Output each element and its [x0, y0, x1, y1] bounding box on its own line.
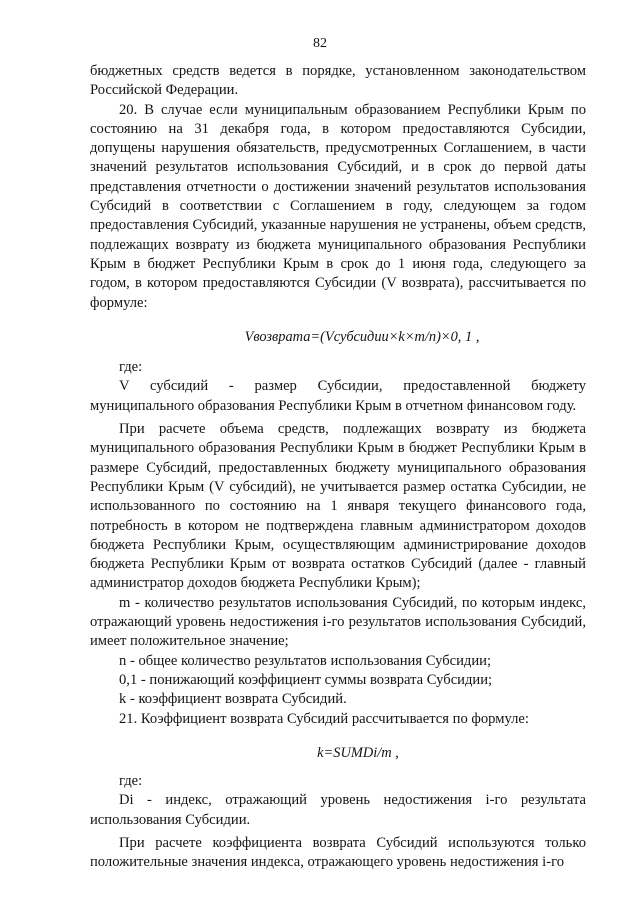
document-body: [90, 62, 586, 873]
definition-n: n - общее количество результатов использования Субсидии;: [119, 652, 492, 669]
formula-refund-trailing: ,: [475, 328, 480, 345]
where-label-1: где:: [119, 359, 143, 376]
paragraph-21: 21. Коэффициент возврата Субсидий рассчитывается по формуле:: [119, 710, 529, 727]
formula-refund-expression: Vвозврата=(Vсубсидии×k×m/n)×0, 1: [244, 328, 473, 345]
paragraph-coefficient-note: При расчете коэффициента возврата Субсидий используются только положительные значения индекса, отражающего уровень недостижения i-го: [90, 834, 586, 871]
formula-refund-coefficient: [130, 744, 586, 763]
formula-coefficient-trailing: ,: [395, 744, 399, 761]
formula-coefficient-expression: k=SUMDi/m: [317, 744, 392, 761]
definition-v-subsidies: V субсидий - размер Субсидии, предоставленной бюджету муниципального образования Республики Крым в отчетном финансовом году.: [90, 378, 586, 414]
definition-k: k - коэффициент возврата Субсидий.: [119, 691, 347, 708]
where-label-2: где:: [119, 773, 143, 790]
definition-coefficient-0-1: 0,1 - понижающий коэффициент суммы возврата Субсидии;: [119, 671, 493, 688]
definition-di: Di - индекс, отражающий уровень недостижения i-го результата использования Субсидии.: [90, 792, 586, 828]
formula-refund-volume: [138, 328, 586, 347]
paragraph-20: 20. В случае если муниципальным образованием Республики Крым по состоянию на 31 декабря года, в котором предоставляются Субсидии, допущены нарушения обязательств, предусмотренных Соглашением, в части значений результатов использования Субсидий, и в срок до первой даты представления отчетности о достижении значений результатов использования Субсидий в соответствии с Соглашением в году, следующем за годом предоставления Субсидий, указанные нарушения не устранены, объем средств, подлежащих возврату из бюджета муниципального образования Республики Крым в бюджет Республики Крым в срок до 1 июня года, следующего за годом, в котором предоставляются Субсидии (V возврата), рассчитывается по формуле:: [90, 101, 586, 311]
definition-m: m - количество результатов использования Субсидий, по которым индекс, отражающий уровень недостижения i-го результатов использования Субсидий, имеет положительное значение;: [90, 594, 586, 650]
paragraph-refund-calc-note: При расчете объема средств, подлежащих возврату из бюджета муниципального образования Республики Крым в бюджет Республики Крым в размере Субсидий, предоставленных бюджету муниципального образования Республики Крым (V субсидий), не учитывается размер остатка Субсидии, не использованного по состоянию на 1 января текущего финансового года, потребность в котором не подтверждена главным администратором доходов бюджета Республики Крым, осуществляющим администрирование доходов бюджета Республики Крым от возврата остатков Субсидий (далее - главный администратор доходов бюджета Республики Крым);: [90, 421, 586, 592]
paragraph-continuation: бюджетных средств ведется в порядке, установленном законодательством Российской Федерации.: [90, 63, 586, 99]
page-number: 82: [313, 36, 327, 51]
